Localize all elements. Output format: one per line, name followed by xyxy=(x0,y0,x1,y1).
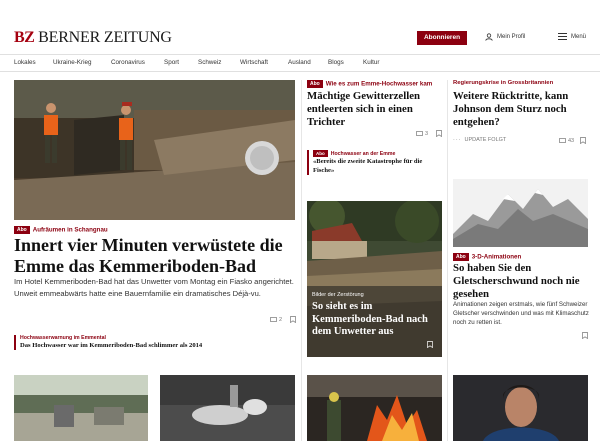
related-title: «Bereits die zweite Katastrophe für die Fische» xyxy=(313,158,423,174)
comment-icon xyxy=(270,317,277,323)
right-article-2-teaser: Animationen zeigen erstmals, wie fünf Schweizer Gletscher verschwinden und was mit Klimaschutz noch zu retten ist. xyxy=(453,301,589,326)
lead-article-kicker: Abo Aufräumen in Schangnau xyxy=(14,226,108,234)
lead-article-related[interactable] xyxy=(14,335,296,350)
nav-item-wirtschaft[interactable]: Wirtschaft xyxy=(240,59,268,66)
bookmark-icon[interactable] xyxy=(582,332,588,339)
nav-item-kultur[interactable]: Kultur xyxy=(363,59,380,66)
nav-item-schweiz[interactable]: Schweiz xyxy=(198,59,222,66)
bottom-article-2-image[interactable] xyxy=(160,375,295,441)
site-logo[interactable]: BZ BERNER ZEITUNG xyxy=(14,29,172,46)
menu-button[interactable] xyxy=(558,33,586,40)
bottom-article-3-image[interactable] xyxy=(307,375,442,441)
site-header xyxy=(0,0,600,52)
mid-article-2-kicker: Bilder der Zerstörung xyxy=(312,292,364,298)
comment-icon xyxy=(559,138,566,144)
right-article-1-headline[interactable]: Weitere Rücktritte, kann Johnson dem Sturz noch entgehen? xyxy=(453,90,569,128)
abo-badge: Abo xyxy=(313,150,328,157)
live-dots-icon: ··· xyxy=(453,137,462,143)
right-article-2-headline[interactable]: So haben Sie den Gletscherschwund noch nie gesehen xyxy=(453,262,580,300)
abo-badge: Abo xyxy=(453,253,469,261)
right-article-1-kicker: Regierungskrise in Grossbritannien xyxy=(453,80,554,86)
nav-item-blogs[interactable]: Blogs xyxy=(328,59,344,66)
bookmark-icon[interactable] xyxy=(427,341,433,348)
bookmark-icon[interactable] xyxy=(436,130,442,137)
related-kicker: Hochwasserwarnung im Emmental xyxy=(20,335,106,341)
main-navigation xyxy=(0,54,600,72)
lead-article-headline[interactable]: Innert vier Minuten verwüstete die Emme das Kemmeriboden-Bad xyxy=(14,235,283,276)
comment-icon xyxy=(416,131,423,137)
mid-article-2-headline[interactable]: So sieht es im Kemmeriboden-Bad nach dem Unwetter aus xyxy=(312,301,428,337)
bottom-article-1-image[interactable] xyxy=(14,375,148,441)
nav-item-coronavirus[interactable]: Coronavirus xyxy=(111,59,145,66)
mid-article-1-comments[interactable]: 3 xyxy=(416,130,442,137)
subscribe-button[interactable]: Abonnieren xyxy=(417,31,467,45)
hamburger-icon xyxy=(558,33,567,40)
right-article-2-image[interactable] xyxy=(453,179,588,247)
right-article-1-comments[interactable]: 43 xyxy=(559,137,586,144)
profile-button[interactable] xyxy=(485,33,525,41)
related-kicker: Abo Hochwasser an der Emme xyxy=(313,150,443,157)
abo-badge: Abo xyxy=(14,226,30,234)
nav-item-lokales[interactable]: Lokales xyxy=(14,59,36,66)
nav-item-sport[interactable]: Sport xyxy=(164,59,180,66)
bottom-article-4-image[interactable] xyxy=(453,375,588,441)
right-article-2-kicker: Abo 3-D-Animationen xyxy=(453,253,521,261)
user-icon xyxy=(485,33,493,41)
nav-item-ukraine-krieg[interactable]: Ukraine-Krieg xyxy=(53,59,92,66)
lead-article-image[interactable] xyxy=(14,80,295,220)
lead-article-teaser: Im Hotel Kemmeriboden-Bad hat das Unwetter vom Montag ein Fiasko angerichtet. Unweit emmeabwärts hatte eine Bauernfamilie ein dramatisches Déjà-vu. xyxy=(14,277,294,298)
column-divider xyxy=(447,80,448,441)
mid-article-1-kicker: Abo Wie es zum Emme-Hochwasser kam xyxy=(307,80,432,88)
menu-label: Menü xyxy=(571,33,587,40)
bookmark-icon[interactable] xyxy=(580,137,586,144)
profile-label: Mein Profil xyxy=(497,34,526,40)
mid-article-1-headline[interactable]: Mächtige Gewitterzellen entleerten sich in einen Trichter xyxy=(307,90,421,128)
column-divider xyxy=(301,80,302,441)
lead-article-comments[interactable]: 2 xyxy=(270,316,296,323)
mid-article-1-related[interactable] xyxy=(307,150,443,175)
related-title: Das Hochwasser war im Kemmeriboden-Bad schlimmer als 2014 xyxy=(20,342,203,349)
right-article-1-update: ··· UPDATE FOLGT xyxy=(453,137,507,143)
abo-badge: Abo xyxy=(307,80,323,88)
bookmark-icon[interactable] xyxy=(290,316,296,323)
nav-item-ausland[interactable]: Ausland xyxy=(288,59,311,66)
